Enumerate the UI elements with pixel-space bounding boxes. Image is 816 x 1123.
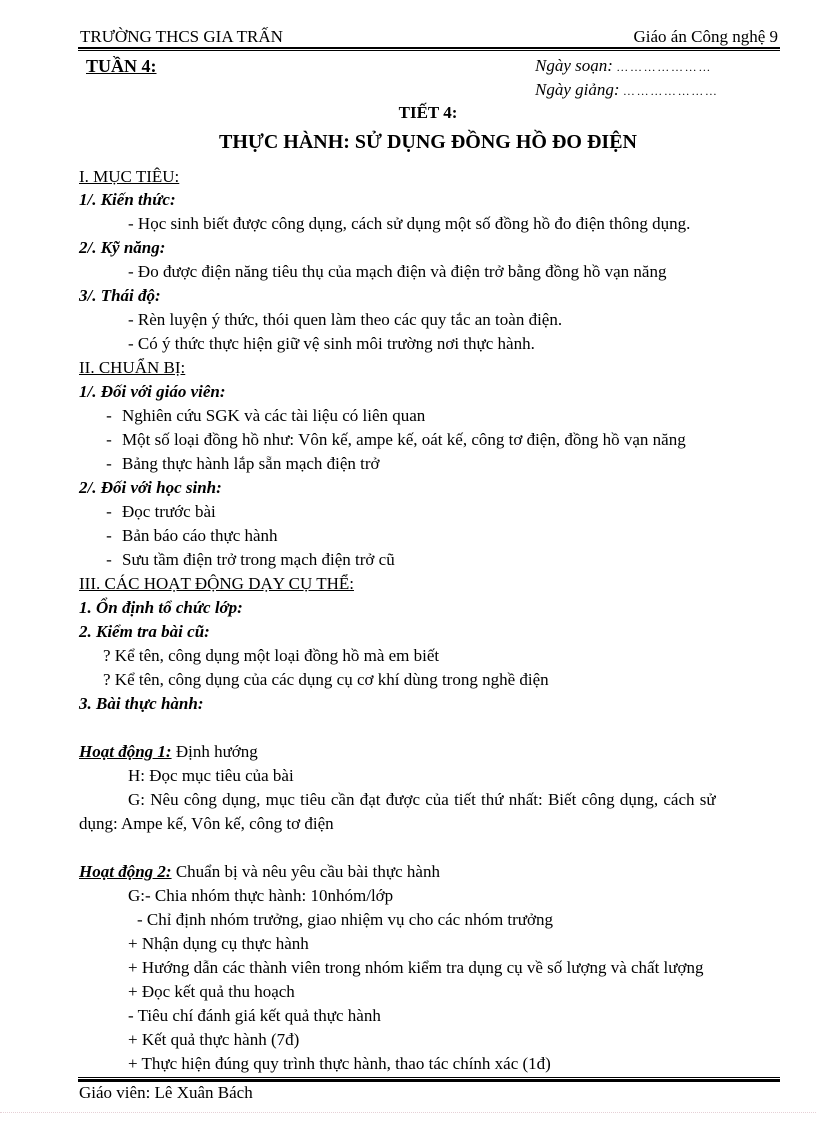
list-item-text: Bản báo cáo thực hành [122,526,278,545]
header-rule [78,47,780,51]
date-taught [535,80,716,101]
list-item [96,526,278,546]
lesson-number: TIẾT 4: [398,103,458,122]
list-item-text: Bảng thực hành lắp sẵn mạch điện trở [122,454,380,473]
date-taught-value: … … … … … … … [623,84,717,98]
review-question: ? Kể tên, công dụng của các dụng cụ cơ khí dùng trong nghề điện [103,670,549,689]
list-item [96,550,395,570]
attitude-item: - Có ý thức thực hiện giữ vệ sinh môi trường nơi thực hành. [128,334,535,353]
activity-1-heading [79,742,258,762]
week-label: TUẦN 4: [86,56,157,76]
section-2-heading: II. CHUẨN BỊ: [79,358,186,377]
bullet-dash: - [106,406,112,425]
step-2-heading: 2. Kiểm tra bài cũ: [79,622,210,641]
footer-teacher: Giáo viên: Lê Xuân Bách [79,1083,253,1102]
date-prepared-label: Ngày soạn: [535,56,613,75]
activity-line: + Hướng dẫn các thành viên trong nhóm kiểm tra dụng cụ về số lượng và chất lượng [128,958,704,977]
bullet-dash: - [106,550,112,569]
activity-line: + Kết quả thực hành (7đ) [128,1030,300,1049]
date-prepared-value: … … … … … … … [617,60,710,74]
school-name: TRƯỜNG THCS GIA TRẤN [80,27,283,46]
bullet-dash: - [106,502,112,521]
list-item-text: Sưu tầm điện trở trong mạch điện trở cũ [122,550,395,569]
activity-line: G:- Chia nhóm thực hành: 10nhóm/lớp [128,886,394,905]
list-item-text: Một số loại đồng hồ như: Vôn kế, ampe kế, oát kế, công tơ điện, đồng hồ vạn năng [122,430,686,449]
activity-line: + Đọc kết quả thu hoạch [128,982,295,1001]
page-edge [0,1112,816,1113]
activity-1-title: Định hướng [171,742,258,761]
subject-label: Giáo án Công nghệ 9 [633,27,778,46]
bullet-dash: - [106,454,112,473]
step-1-heading: 1. Ổn định tổ chức lớp: [79,598,243,617]
list-item-text: Nghiên cứu SGK và các tài liệu có liên quan [122,406,426,425]
list-item-text: Đọc trước bài [122,502,216,521]
activity-2-heading [79,862,440,882]
skills-heading: 2/. Kỹ năng: [79,238,166,257]
section-1-heading: I. MỤC TIÊU: [79,167,180,186]
page-title: THỰC HÀNH: SỬ DỤNG ĐỒNG HỒ ĐO ĐIỆN [219,131,637,153]
activity-line: - Tiêu chí đánh giá kết quả thực hành [128,1006,381,1025]
list-item [96,430,686,450]
activity-1-label: Hoạt động 1: [79,742,172,761]
activity-2-title: Chuẩn bị và nêu yêu cầu bài thực hành [171,862,440,881]
activity-line: H: Đọc mục tiêu của bài [128,766,294,785]
activity-line: dụng: Ampe kế, Vôn kế, công tơ điện [79,814,334,833]
attitude-heading: 3/. Thái độ: [79,286,161,305]
list-item [96,454,380,474]
bullet-dash: - [106,430,112,449]
activity-line: + Nhận dụng cụ thực hành [128,934,309,953]
knowledge-text: - Học sinh biết được công dụng, cách sử dụng một số đồng hồ đo điện thông dụng. [128,214,691,233]
list-item [96,406,425,426]
date-prepared [535,56,710,77]
step-3-heading: 3. Bài thực hành: [79,694,204,713]
review-question: ? Kể tên, công dụng một loại đồng hồ mà em biết [103,646,440,665]
student-prep-heading: 2/. Đối với học sinh: [79,478,222,497]
activity-2-label: Hoạt động 2: [79,862,172,881]
list-item [96,502,216,522]
date-taught-label: Ngày giảng: [535,80,620,99]
section-3-heading: III. CÁC HOẠT ĐỘNG DẠY CỤ THỂ: [79,574,354,593]
skills-text: - Đo được điện năng tiêu thụ của mạch điện và điện trở bằng đồng hồ vạn năng [128,262,667,281]
footer-rule [78,1077,780,1082]
teacher-prep-heading: 1/. Đối với giáo viên: [79,382,226,401]
attitude-item: - Rèn luyện ý thức, thói quen làm theo các quy tắc an toàn điện. [128,310,563,329]
activity-line: G: Nêu công dụng, mục tiêu cần đạt được của tiết thứ nhất: Biết công dụng, cách sử [128,790,716,809]
bullet-dash: - [106,526,112,545]
knowledge-heading: 1/. Kiến thức: [79,190,176,209]
activity-line: + Thực hiện đúng quy trình thực hành, thao tác chính xác (1đ) [128,1054,551,1073]
activity-line: - Chỉ định nhóm trưởng, giao nhiệm vụ cho các nhóm trưởng [137,910,554,929]
